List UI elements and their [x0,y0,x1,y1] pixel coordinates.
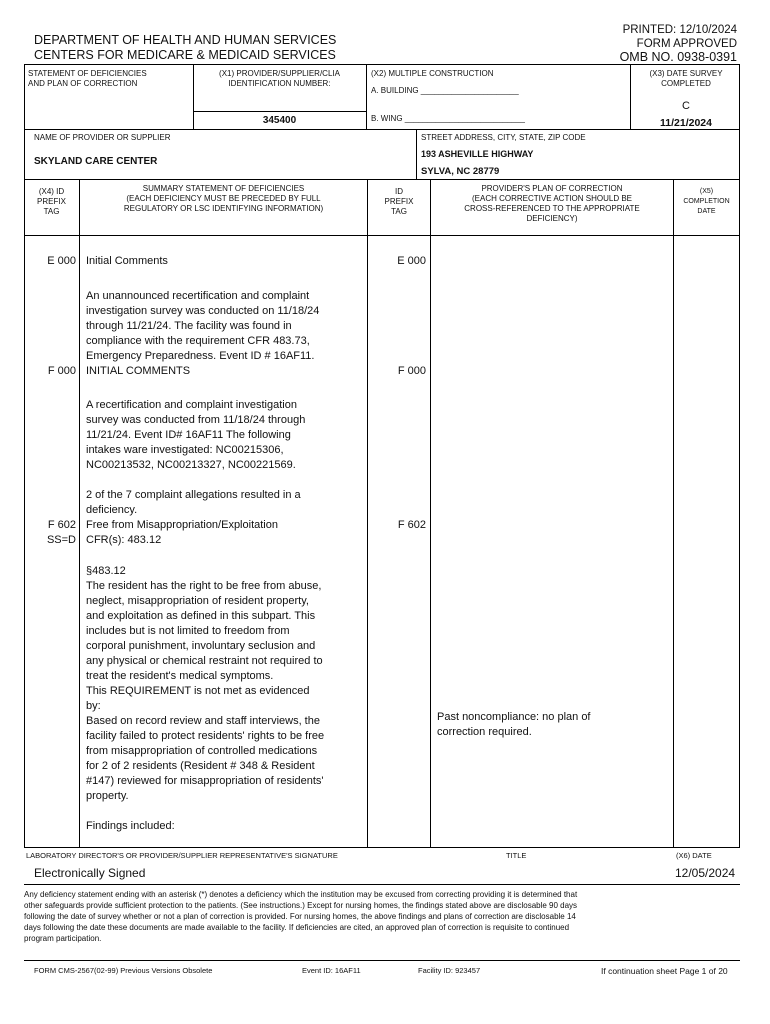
f000-tag: F 000 [47,365,76,377]
provider-name-label: NAME OF PROVIDER OR SUPPLIER [34,133,171,142]
form-number: FORM CMS-2567(02-99) Previous Versions Obsolete [34,966,213,975]
signature-date: 12/05/2024 [675,866,736,880]
agency-header [34,33,336,63]
summary-column-header: SUMMARY STATEMENT OF DEFICIENCIES (EACH DEFICIENCY MUST BE PRECEDED BY FULL REGULATORY OR LSC IDENTIFYING INFORMATION) [123,184,324,213]
f000-body: A recertification and complaint investigation survey was conducted from 11/18/24 through 11/21/24. Event ID# 16AF11 The following intakes ware investigated: NC00215306, NC00213532, NC00213327, NC00221569. 2 of the 7 complaint allegations resulted in a deficiency. [86,399,306,516]
wing-field: B. WING ___________________________ [371,114,525,123]
centers-name: CENTERS FOR MEDICARE & MEDICAID SERVICES [34,48,336,62]
statement-label: STATEMENT OF DEFICIENCIES AND PLAN OF CORRECTION [28,69,147,88]
e000-body: An unannounced recertification and complaint investigation survey was conducted on 11/18/24 through 11/21/24. The facility was found in compliance with the requirement CFR 483.73, Emergency Preparedness. Event ID # 16AF11. [86,290,320,362]
f602-cfr: CFR(s): 483.12 [86,534,162,546]
address-line1: 193 ASHEVILLE HIGHWAY [421,149,534,159]
plan-column-header: PROVIDER'S PLAN OF CORRECTION (EACH CORRECTIVE ACTION SHOULD BE CROSS-REFERENCED TO THE APPROPRIATE DEFICIENCY) [464,184,640,223]
e000-tag: E 000 [47,255,76,267]
form-approved: FORM APPROVED [636,37,737,50]
omb-number: OMB NO. 0938-0391 [619,50,737,64]
f000-title: INITIAL COMMENTS [86,365,191,377]
page-indicator: If continuation sheet Page 1 of 20 [601,966,728,976]
f602-tag: F 602 [47,519,76,531]
printed-date: PRINTED: 12/10/2024 [622,24,737,36]
x1-label: (X1) PROVIDER/SUPPLIER/CLIA IDENTIFICATION NUMBER: [219,69,340,88]
facility-id: Facility ID: 923457 [418,966,481,975]
department-name: DEPARTMENT OF HEALTH AND HUMAN SERVICES [34,33,337,47]
f602-scope-severity: SS=D [46,534,76,546]
f000-id: F 000 [397,365,426,377]
x4-column-header: (X4) ID PREFIX TAG [37,187,66,216]
survey-letter: C [682,100,690,112]
f602-plan-of-correction: Past noncompliance: no plan of correction required. [437,711,591,738]
building-field: A. BUILDING ______________________ [371,86,519,95]
event-id: Event ID: 16AF11 [302,966,361,975]
x6-date-label: (X6) DATE [676,851,712,860]
f602-title: Free from Misappropriation/Exploitation [86,519,278,531]
x3-label: (X3) DATE SURVEY COMPLETED [649,69,723,88]
address-line2: SYLVA, NC 28779 [421,166,500,177]
title-label: TITLE [506,851,527,860]
survey-completed-date: 11/21/2024 [660,117,712,129]
disclaimer-text: Any deficiency statement ending with an asterisk (*) denotes a deficiency which the institution may be excused from correcting providing it is determined that other safeguards provide sufficient protection to the patients. (See instructions.) Except for nursing homes, the findings stated above are disclosable 90 days following the date of survey whether or not a plan of correction is provided. For nursing homes, the above findings and plans of correction are disclosable 14 days following the date these documents are made available to the facility. If deficiencies are cited, an approved plan of correction is requisite to continued program participation. [24,890,578,943]
f602-id: F 602 [397,519,426,531]
f602-body: §483.12 The resident has the right to be free from abuse, neglect, misappropriation of resident property, and exploitation as defined in this subpart. This includes but is not limited to freedom from corporal punishment, involuntary seclusion and any physical or chemical restraint not required to treat the resident's medical symptoms. This REQUIREMENT is not met as evidenced by: Based on record review and staff interviews, the facility failed to protect residents' rights to be free from misappropriation of controlled medications for 2 of 2 residents (Resident # 348 & Resident #147) reviewed for misappropriation of residents' property. Findings included: [86,565,325,832]
e000-id: E 000 [397,255,426,267]
x5-column-header: (X5) COMPLETION DATE [683,188,730,215]
e000-title: Initial Comments [86,255,168,267]
x2-label: (X2) MULTIPLE CONSTRUCTION [371,69,494,78]
signature-value: Electronically Signed [34,866,146,880]
signature-label: LABORATORY DIRECTOR'S OR PROVIDER/SUPPLIER REPRESENTATIVE'S SIGNATURE [26,851,338,860]
provider-id-number: 345400 [262,115,297,126]
provider-name: SKYLAND CARE CENTER [34,156,158,167]
form-info [620,24,737,65]
id-column-header: ID PREFIX TAG [384,187,414,216]
address-label: STREET ADDRESS, CITY, STATE, ZIP CODE [421,133,586,142]
